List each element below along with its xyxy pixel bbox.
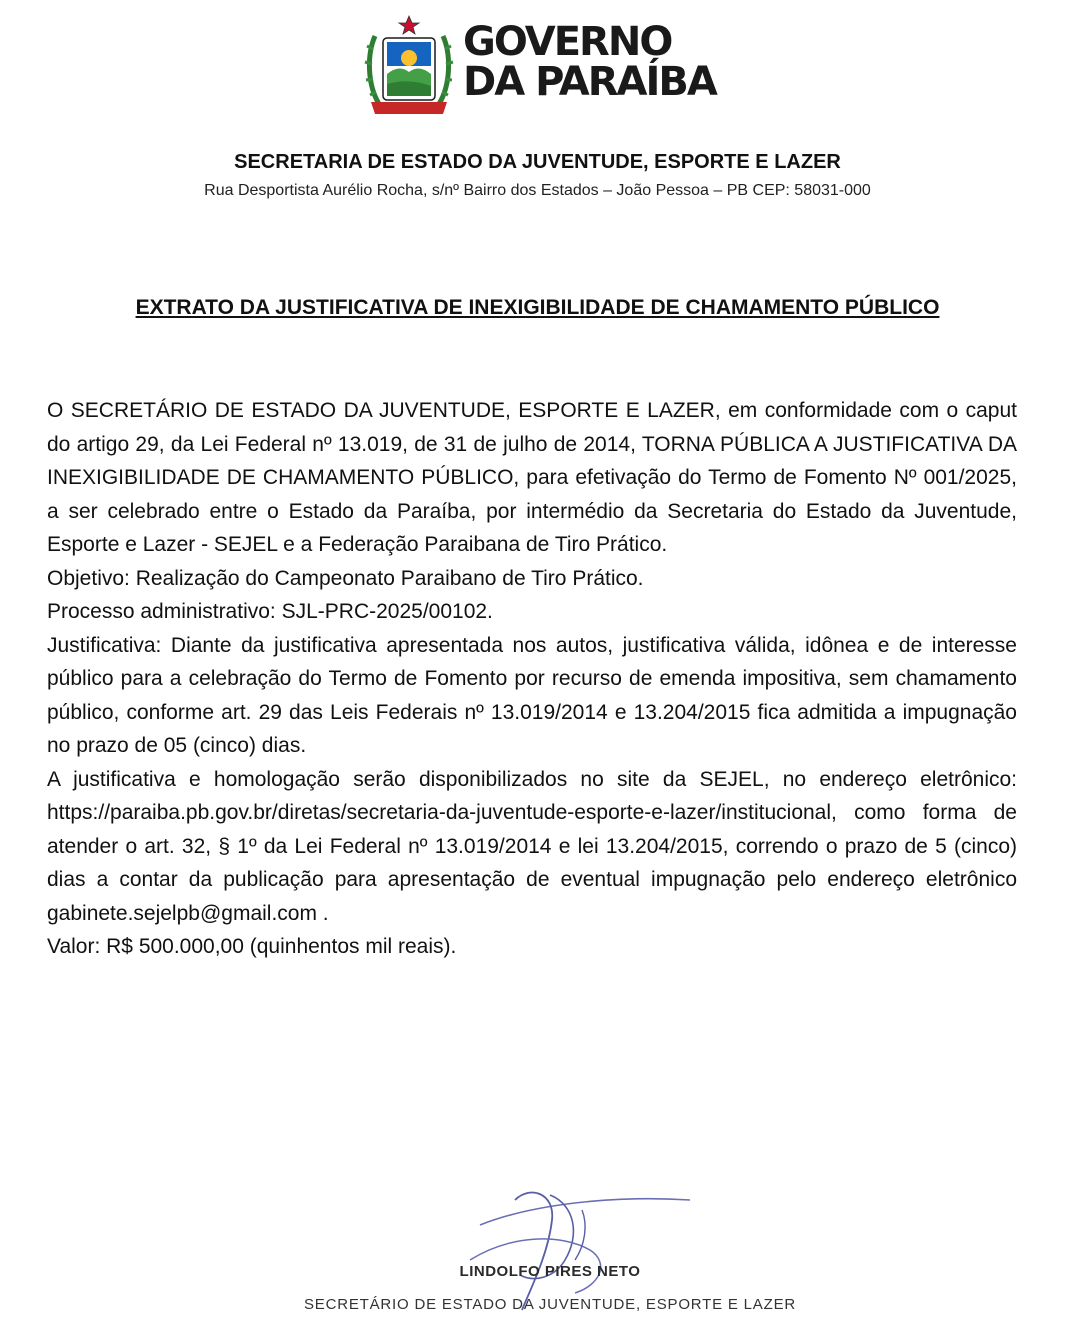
value-line: Valor: R$ 500.000,00 (quinhentos mil reais). <box>47 935 457 958</box>
objective-line: Objetivo: Realização do Campeonato Paraibano de Tiro Prático. <box>47 566 644 590</box>
signatory-role: SECRETÁRIO DE ESTADO DA JUVENTUDE, ESPORTE E LAZER <box>303 1296 797 1313</box>
document-body <box>47 394 1017 964</box>
department-name: SECRETARIA DE ESTADO DA JUVENTUDE, ESPORTE E LAZER <box>234 151 841 173</box>
publication-paragraph: A justificativa e homologação serão disponibilizados no site da SEJEL, no endereço eletrônico: https://paraiba.pb.gov.br/diretas/secretaria-da-juventude-esporte-e-lazer/institucional, como forma de atender o art. 32, § 1º da Lei Federal nº 13.019/2014 e lei 13.204/2015, correndo o prazo de 5 (cinco) dias a contar da publicação para apresentação de eventual impugnação pelo endereço eletrônico gabinete.sejelpb@gmail.com . <box>47 767 1017 925</box>
department-address: Rua Desportista Aurélio Rocha, s/nº Bairro dos Estados – João Pessoa – PB CEP: 58031-000 <box>204 182 871 199</box>
process-line: Processo administrativo: SJL-PRC-2025/00102. <box>47 600 493 623</box>
signatory-name: LINDOLFO PIRES NETO <box>459 1263 641 1280</box>
justification-paragraph: Justificativa: Diante da justificativa apresentada nos autos, justificativa válida, idônea e de interesse público para a celebração do Termo de Fomento por recurso de emenda impositiva, sem chamamento público, conforme art. 29 das Leis Federais nº 13.019/2014 e 13.204/2015 fica admitida a impugnação no prazo de 05 (cinco) dias. <box>47 633 1017 757</box>
logo-line-2: DA PARAÍBA <box>463 59 716 105</box>
signature-block <box>230 1165 870 1335</box>
document-title: EXTRATO DA JUSTIFICATIVA DE INEXIGIBILIDADE DE CHAMAMENTO PÚBLICO <box>135 296 940 319</box>
intro-paragraph: O SECRETÁRIO DE ESTADO DA JUVENTUDE, ESPORTE E LAZER, em conformidade com o caput do artigo 29, da Lei Federal nº 13.019, de 31 de julho de 2014, TORNA PÚBLICA A JUSTIFICATIVA DA INEXIGIBILIDADE DE CHAMAMENTO PÚBLICO, para efetivação do Termo de Fomento Nº 001/2025, a ser celebrado entre o Estado da Paraíba, por intermédio da Secretaria do Estado da Juventude, Esporte e Lazer - SEJEL e a Federação Paraibana de Tiro Prático. <box>47 399 1017 556</box>
paraiba-coat-of-arms-icon <box>361 14 457 118</box>
government-logotype <box>463 19 716 105</box>
page-header <box>0 8 1075 118</box>
logo-line-1: GOVERNO <box>463 19 672 65</box>
